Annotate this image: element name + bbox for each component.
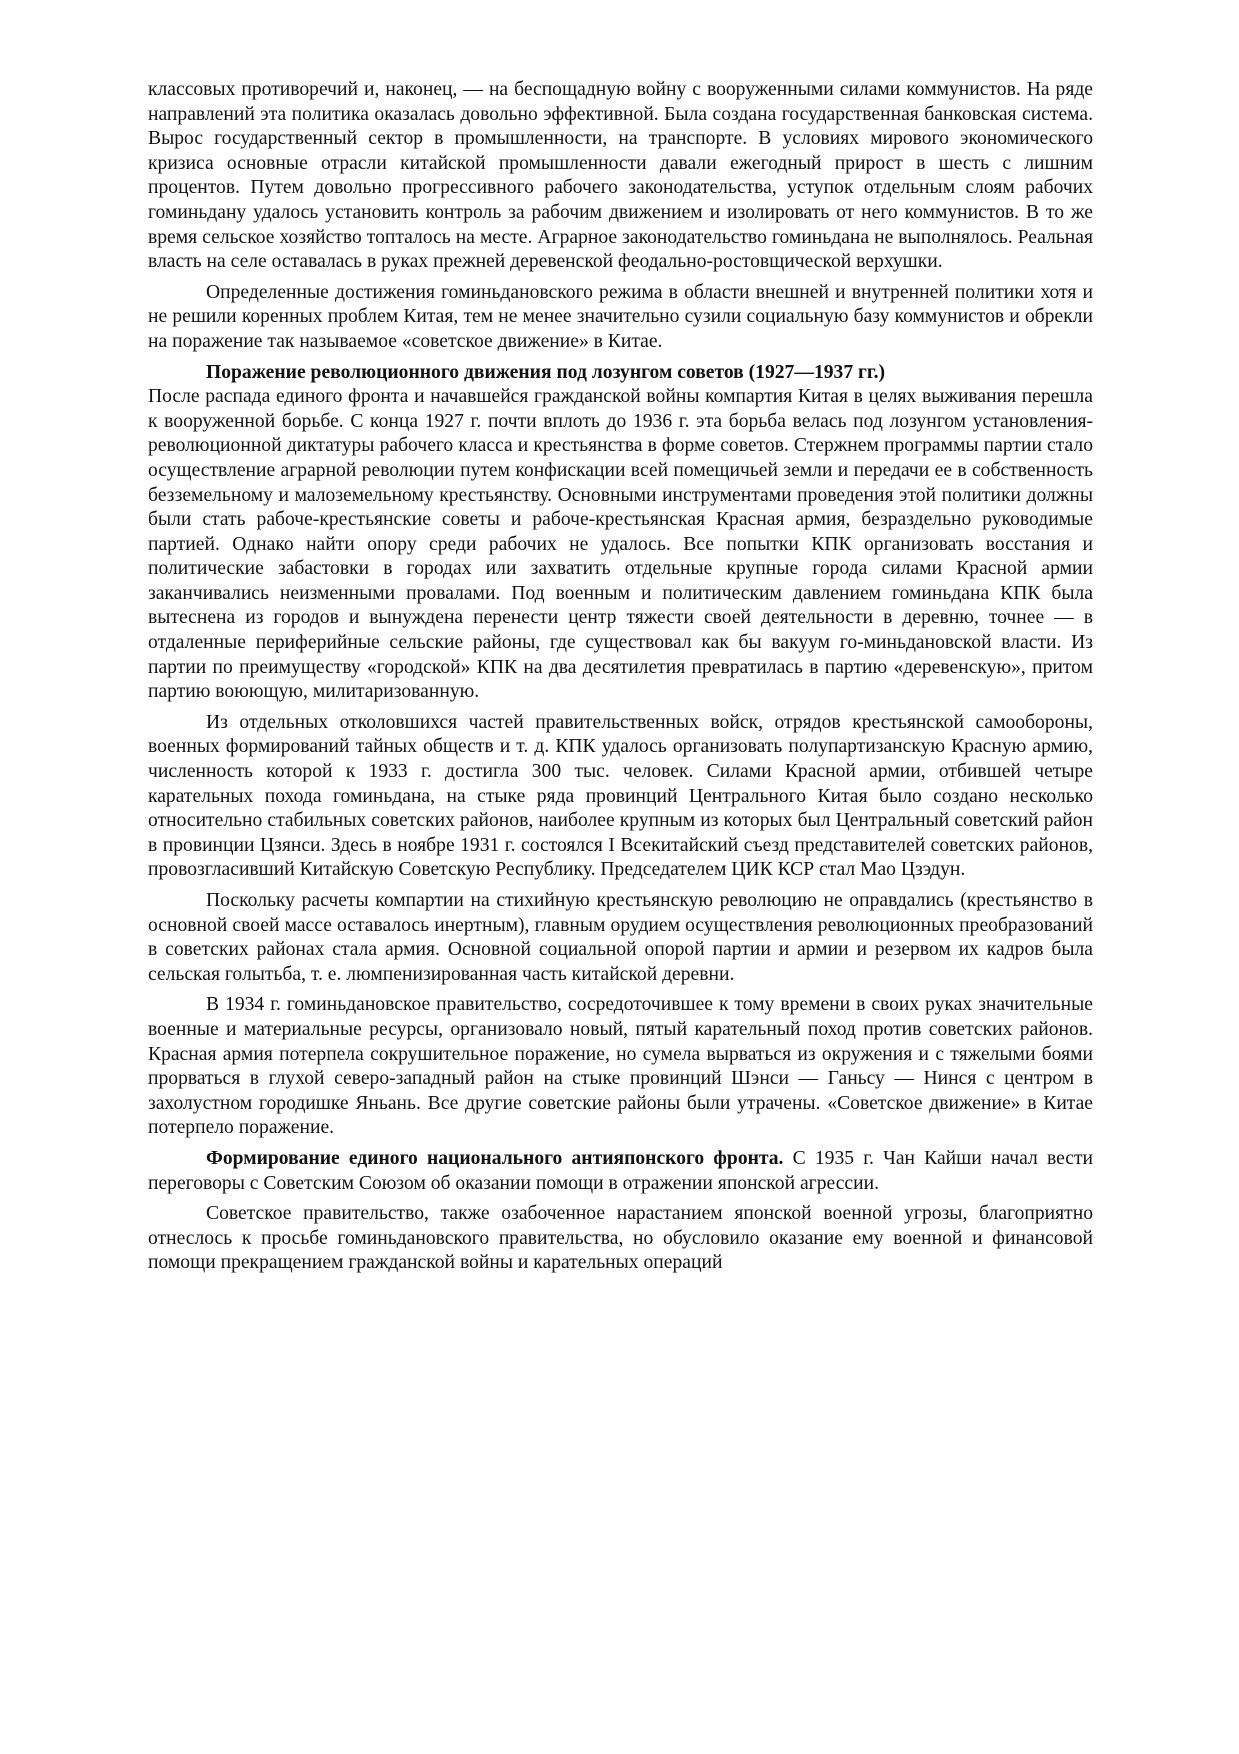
paragraph-4 bbox=[148, 711, 1093, 883]
paragraph-2 bbox=[148, 281, 1093, 355]
paragraph-5 bbox=[148, 889, 1093, 987]
paragraph-text: Определенные достижения гоминьдановского режима в области внешней и внутренней политики хотя и не решили коренных проблем Китая, тем не менее значительно сузили социальную базу коммунистов и обрекли на поражение так называемое «советское движение» в Китае. bbox=[148, 281, 1093, 352]
paragraph-7-united-front bbox=[148, 1147, 1093, 1196]
paragraph-text: Поскольку расчеты компартии на стихийную крестьянскую революцию не оправдались (крестьянство в основной своей массе оставалось инертным), главным орудием осуществления революционных преобразований в советских районах стала армия. Основной социальной опорой партии и армии и резервом их кадров была сельская голытьба, т. е. люмпенизированная часть китайской деревни. bbox=[148, 890, 1093, 985]
paragraph-8 bbox=[148, 1202, 1093, 1276]
paragraph-3 bbox=[148, 385, 1093, 705]
paragraph-1 bbox=[148, 78, 1093, 275]
section-title: Поражение революционного движения под лозунгом советов (1927—1937 гг.) bbox=[206, 361, 886, 383]
paragraph-text: В 1934 г. гоминьдановское правительство, сосредоточившее к тому времени в своих руках значительные военные и материальные ресурсы, организовало новый, пятый карательный поход против советских районов. Красная армия потерпела сокрушительное поражение, но сумела вырваться из окружения и с тяжелыми боями прорваться в глухой северо-западный район на стыке провинций Шэнси — Ганьсу — Нинся с центром в захолустном городишке Яньань. Все другие советские районы были утрачены. «Советское движение» в Китае потерпело поражение. bbox=[148, 994, 1093, 1139]
paragraph-text: После распада единого фронта и начавшейся гражданской войны компартия Китая в целях выживания перешла к вооруженной борьбе. С конца 1927 г. почти вплоть до 1936 г. эта борьба велась под лозунгом установления- революционной диктатуры рабочего класса и крестьянства в форме советов. Стержнем программы партии стало осуществление аграрной революции путем конфискации всей помещичьей земли и передачи ее в собственность безземельному и малоземельному крестьянству. Основными инструментами проведения этой политики должны были стать рабоче-крестьянские советы и рабоче-крестьянская Красная армия, безраздельно руководимые партией. Однако найти опору среди рабочих не удалось. Все попытки КПК организовать восстания и политические забастовки в городах или захватить отдельные крупные города силами Красной армии заканчивались неизменными провалами. Под военным и политическим давлением гоминьдана КПК была вытеснена из городов и вынуждена перенести центр тяжести своей деятельности в деревню, точнее — в отдаленные периферийные сельские районы, где существовал как бы вакуум го-миньдановской власти. Из партии по преимуществу «городской» КПК на два десятилетия превратилась в партию «деревенскую», притом партию воюющую, милитаризованную. bbox=[148, 386, 1093, 703]
paragraph-text: классовых противоречий и, наконец, — на беспощадную войну с вооруженными силами коммунистов. На ряде направлений эта политика оказалась довольно эффективной. Была создана государственная банковская система. Вырос государственный сектор в промышленности, на транспорте. В условиях мирового экономического кризиса основные отрасли китайской промышленности давали ежегодный прирост в шесть с лишним процентов. Путем довольно прогрессивного рабочего законодательства, уступок отдельным слоям рабочих гоминьдану удалось установить контроль за рабочим движением и изолировать от него коммунистов. В то же время сельское хозяйство топталось на месте. Аграрное законодательство гоминьдана не выполнялось. Реальная власть на селе оставалась в руках прежней деревенской феодально-ростовщической верхушки. bbox=[148, 79, 1093, 273]
document-page bbox=[148, 78, 1093, 1282]
section-title: Формирование единого национального антияпонского фронта. bbox=[206, 1147, 784, 1169]
section-heading-soviets bbox=[148, 361, 1093, 386]
paragraph-text: Советское правительство, также озабоченное нарастанием японской военной угрозы, благоприятно отнеслось к просьбе гоминьдановского правительства, но обусловило оказание ему военной и финансовой помощи прекращением гражданской войны и карательных операций bbox=[148, 1203, 1093, 1274]
paragraph-text: Из отдельных отколовшихся частей правительственных войск, отрядов крестьянской самообороны, военных формирований тайных обществ и т. д. КПК удалось организовать полупартизанскую Красную армию, численность которой к 1933 г. достигла 300 тыс. человек. Силами Красной армии, отбившей четыре карательных похода гоминьдана, на стыке ряда провинций Центрального Китая было создано несколько относительно стабильных советских районов, наиболее крупным из которых был Центральный советский район в провинции Цзянси. Здесь в ноябре 1931 г. состоялся I Всекитайский съезд представителей советских районов, провозгласивший Китайскую Советскую Республику. Председателем ЦИК КСР стал Мао Цзэдун. bbox=[148, 711, 1093, 881]
paragraph-text: С 1935 г. Чан Кайши начал вести переговоры с Советским Союзом об оказании помощи в отражении японской агрессии. bbox=[148, 1147, 1094, 1194]
paragraph-6 bbox=[148, 993, 1093, 1141]
